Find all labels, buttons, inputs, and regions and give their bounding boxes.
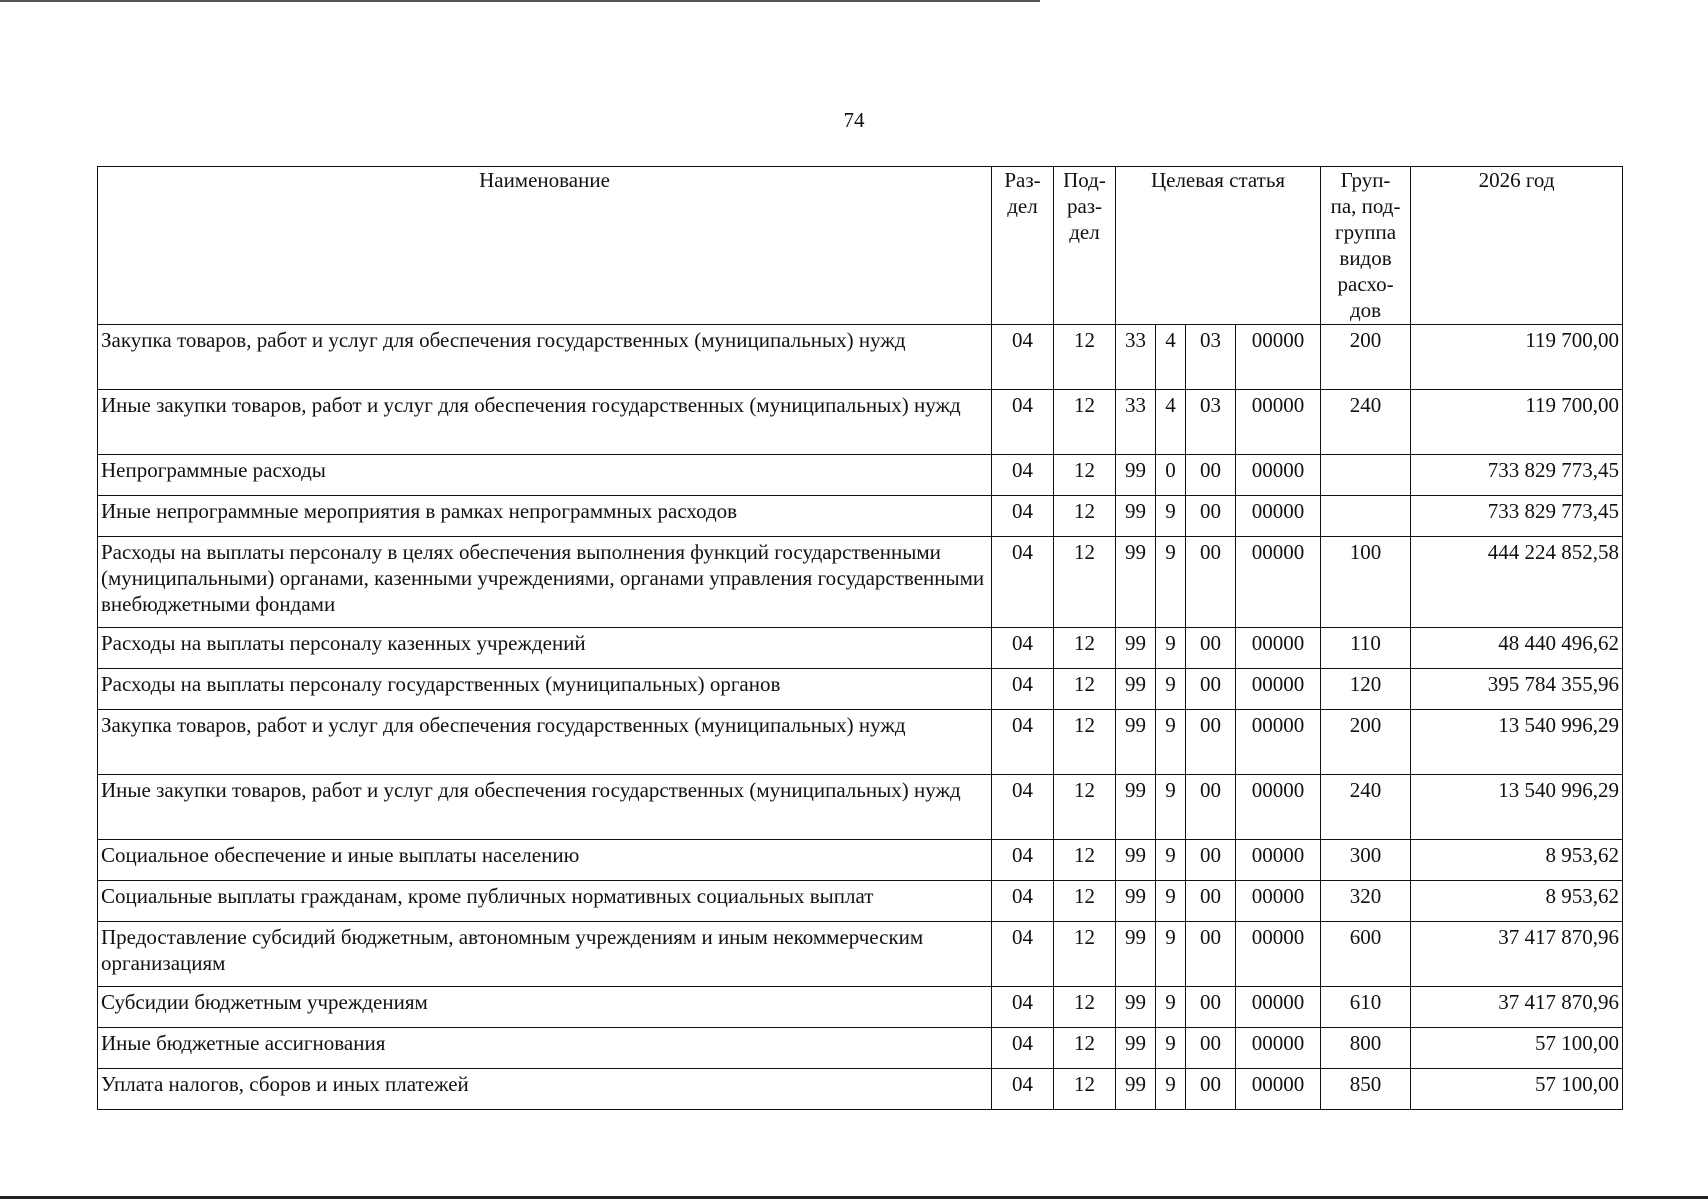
cell-section: 04: [992, 840, 1054, 881]
cell-amount: 444 224 852,58: [1411, 537, 1623, 628]
cell-target-direction: 00000: [1236, 881, 1321, 922]
cell-target-program: 99: [1116, 987, 1156, 1028]
cell-expense-group: 850: [1321, 1069, 1411, 1110]
cell-amount: 395 784 355,96: [1411, 669, 1623, 710]
table-row: [98, 325, 1623, 390]
cell-target-program: 99: [1116, 1028, 1156, 1069]
cell-section: 04: [992, 881, 1054, 922]
cell-target-type: 0: [1156, 455, 1186, 496]
cell-target-subprogram: 00: [1186, 1028, 1236, 1069]
cell-name: Иные закупки товаров, работ и услуг для обеспечения государственных (муниципальных) нужд: [98, 775, 992, 840]
cell-subsection: 12: [1054, 455, 1116, 496]
cell-target-type: 9: [1156, 628, 1186, 669]
cell-target-type: 9: [1156, 1069, 1186, 1110]
cell-target-direction: 00000: [1236, 628, 1321, 669]
table-row: [98, 669, 1623, 710]
page-number: 74: [843, 108, 865, 132]
cell-target-direction: 00000: [1236, 775, 1321, 840]
cell-target-subprogram: 03: [1186, 390, 1236, 455]
cell-subsection: 12: [1054, 669, 1116, 710]
cell-target-type: 9: [1156, 1028, 1186, 1069]
cell-section: 04: [992, 922, 1054, 987]
cell-target-direction: 00000: [1236, 455, 1321, 496]
cell-expense-group: 100: [1321, 537, 1411, 628]
cell-subsection: 12: [1054, 881, 1116, 922]
cell-amount: 733 829 773,45: [1411, 496, 1623, 537]
cell-amount: 48 440 496,62: [1411, 628, 1623, 669]
cell-target-direction: 00000: [1236, 496, 1321, 537]
cell-subsection: 12: [1054, 325, 1116, 390]
cell-target-type: 9: [1156, 710, 1186, 775]
cell-target-program: 99: [1116, 710, 1156, 775]
cell-expense-group: 320: [1321, 881, 1411, 922]
table-row: [98, 922, 1623, 987]
cell-target-program: 99: [1116, 455, 1156, 496]
cell-section: 04: [992, 710, 1054, 775]
cell-name: Расходы на выплаты персоналу казенных учреждений: [98, 628, 992, 669]
cell-name: Непрограммные расходы: [98, 455, 992, 496]
table-row: [98, 537, 1623, 628]
cell-name: Расходы на выплаты персоналу государственных (муниципальных) органов: [98, 669, 992, 710]
cell-amount: 8 953,62: [1411, 881, 1623, 922]
cell-subsection: 12: [1054, 710, 1116, 775]
cell-target-direction: 00000: [1236, 325, 1321, 390]
cell-expense-group: 200: [1321, 325, 1411, 390]
cell-expense-group: 610: [1321, 987, 1411, 1028]
cell-amount: 119 700,00: [1411, 325, 1623, 390]
cell-target-type: 9: [1156, 881, 1186, 922]
cell-target-type: 9: [1156, 840, 1186, 881]
cell-section: 04: [992, 496, 1054, 537]
cell-subsection: 12: [1054, 390, 1116, 455]
table-row: [98, 1028, 1623, 1069]
cell-amount: 37 417 870,96: [1411, 922, 1623, 987]
cell-target-subprogram: 00: [1186, 881, 1236, 922]
cell-target-direction: 00000: [1236, 922, 1321, 987]
cell-target-direction: 00000: [1236, 840, 1321, 881]
cell-subsection: 12: [1054, 628, 1116, 669]
cell-target-program: 99: [1116, 628, 1156, 669]
cell-target-type: 9: [1156, 496, 1186, 537]
cell-amount: 57 100,00: [1411, 1069, 1623, 1110]
cell-amount: 733 829 773,45: [1411, 455, 1623, 496]
cell-target-subprogram: 00: [1186, 537, 1236, 628]
cell-target-subprogram: 00: [1186, 987, 1236, 1028]
cell-expense-group: [1321, 496, 1411, 537]
cell-expense-group: 600: [1321, 922, 1411, 987]
cell-section: 04: [992, 669, 1054, 710]
cell-section: 04: [992, 628, 1054, 669]
table-row: [98, 390, 1623, 455]
cell-name: Иные непрограммные мероприятия в рамках непрограммных расходов: [98, 496, 992, 537]
top-border-line: [0, 0, 1040, 2]
cell-name: Социальное обеспечение и иные выплаты населению: [98, 840, 992, 881]
header-section: Раз- дел: [992, 167, 1054, 325]
cell-subsection: 12: [1054, 1028, 1116, 1069]
cell-target-direction: 00000: [1236, 1028, 1321, 1069]
table-row: [98, 1069, 1623, 1110]
cell-target-type: 9: [1156, 987, 1186, 1028]
cell-target-subprogram: 00: [1186, 628, 1236, 669]
cell-target-subprogram: 00: [1186, 922, 1236, 987]
table-row: [98, 710, 1623, 775]
cell-target-program: 99: [1116, 669, 1156, 710]
cell-name: Субсидии бюджетным учреждениям: [98, 987, 992, 1028]
cell-target-subprogram: 00: [1186, 455, 1236, 496]
cell-expense-group: 240: [1321, 775, 1411, 840]
cell-target-program: 99: [1116, 840, 1156, 881]
cell-target-direction: 00000: [1236, 710, 1321, 775]
cell-target-type: 9: [1156, 922, 1186, 987]
cell-expense-group: 110: [1321, 628, 1411, 669]
cell-name: Иные бюджетные ассигнования: [98, 1028, 992, 1069]
cell-amount: 8 953,62: [1411, 840, 1623, 881]
cell-amount: 119 700,00: [1411, 390, 1623, 455]
table-row: [98, 840, 1623, 881]
cell-expense-group: [1321, 455, 1411, 496]
cell-subsection: 12: [1054, 1069, 1116, 1110]
table-body: [98, 325, 1623, 1110]
table-row: [98, 881, 1623, 922]
table-row: [98, 775, 1623, 840]
table-row: [98, 987, 1623, 1028]
cell-section: 04: [992, 987, 1054, 1028]
cell-target-direction: 00000: [1236, 669, 1321, 710]
header-subsection: Под- раз- дел: [1054, 167, 1116, 325]
header-year: 2026 год: [1411, 167, 1623, 325]
cell-name: Иные закупки товаров, работ и услуг для обеспечения государственных (муниципальных) нужд: [98, 390, 992, 455]
cell-amount: 13 540 996,29: [1411, 775, 1623, 840]
cell-section: 04: [992, 325, 1054, 390]
cell-target-direction: 00000: [1236, 1069, 1321, 1110]
table-row: [98, 628, 1623, 669]
header-expense-group: Груп- па, под- группа видов расхо- дов: [1321, 167, 1411, 325]
cell-target-program: 99: [1116, 922, 1156, 987]
cell-subsection: 12: [1054, 840, 1116, 881]
cell-target-subprogram: 00: [1186, 669, 1236, 710]
cell-subsection: 12: [1054, 987, 1116, 1028]
cell-section: 04: [992, 455, 1054, 496]
cell-target-direction: 00000: [1236, 537, 1321, 628]
cell-target-program: 99: [1116, 496, 1156, 537]
cell-target-program: 33: [1116, 390, 1156, 455]
cell-target-subprogram: 00: [1186, 840, 1236, 881]
cell-target-type: 4: [1156, 325, 1186, 390]
cell-subsection: 12: [1054, 775, 1116, 840]
cell-target-type: 9: [1156, 775, 1186, 840]
cell-section: 04: [992, 1028, 1054, 1069]
cell-expense-group: 200: [1321, 710, 1411, 775]
cell-section: 04: [992, 390, 1054, 455]
cell-section: 04: [992, 775, 1054, 840]
cell-expense-group: 800: [1321, 1028, 1411, 1069]
cell-expense-group: 300: [1321, 840, 1411, 881]
cell-name: Закупка товаров, работ и услуг для обеспечения государственных (муниципальных) нужд: [98, 710, 992, 775]
header-name: Наименование: [98, 167, 992, 325]
cell-amount: 37 417 870,96: [1411, 987, 1623, 1028]
cell-target-direction: 00000: [1236, 390, 1321, 455]
cell-target-type: 4: [1156, 390, 1186, 455]
cell-target-program: 99: [1116, 775, 1156, 840]
cell-section: 04: [992, 537, 1054, 628]
cell-expense-group: 240: [1321, 390, 1411, 455]
cell-target-program: 99: [1116, 881, 1156, 922]
cell-target-subprogram: 00: [1186, 775, 1236, 840]
cell-subsection: 12: [1054, 496, 1116, 537]
table-header-row: [98, 167, 1623, 325]
cell-name: Закупка товаров, работ и услуг для обеспечения государственных (муниципальных) нужд: [98, 325, 992, 390]
cell-target-subprogram: 03: [1186, 325, 1236, 390]
cell-target-type: 9: [1156, 537, 1186, 628]
cell-section: 04: [992, 1069, 1054, 1110]
cell-amount: 57 100,00: [1411, 1028, 1623, 1069]
header-target-article: Целевая статья: [1116, 167, 1321, 325]
cell-amount: 13 540 996,29: [1411, 710, 1623, 775]
cell-target-subprogram: 00: [1186, 710, 1236, 775]
cell-expense-group: 120: [1321, 669, 1411, 710]
table-row: [98, 455, 1623, 496]
cell-subsection: 12: [1054, 922, 1116, 987]
cell-subsection: 12: [1054, 537, 1116, 628]
cell-name: Социальные выплаты гражданам, кроме публичных нормативных социальных выплат: [98, 881, 992, 922]
cell-target-subprogram: 00: [1186, 1069, 1236, 1110]
cell-target-program: 99: [1116, 537, 1156, 628]
table-row: [98, 496, 1623, 537]
cell-name: Предоставление субсидий бюджетным, автономным учреждениям и иным некоммерческим организациям: [98, 922, 992, 987]
budget-table: [97, 166, 1623, 1110]
cell-name: Расходы на выплаты персоналу в целях обеспечения выполнения функций государственными (муниципальными) органами, казенными учреждениями, органами управления государственными внебюджетными фондами: [98, 537, 992, 628]
cell-name: Уплата налогов, сборов и иных платежей: [98, 1069, 992, 1110]
cell-target-program: 99: [1116, 1069, 1156, 1110]
bottom-border-line: [0, 1196, 1708, 1199]
cell-target-type: 9: [1156, 669, 1186, 710]
cell-target-direction: 00000: [1236, 987, 1321, 1028]
cell-target-subprogram: 00: [1186, 496, 1236, 537]
cell-target-program: 33: [1116, 325, 1156, 390]
